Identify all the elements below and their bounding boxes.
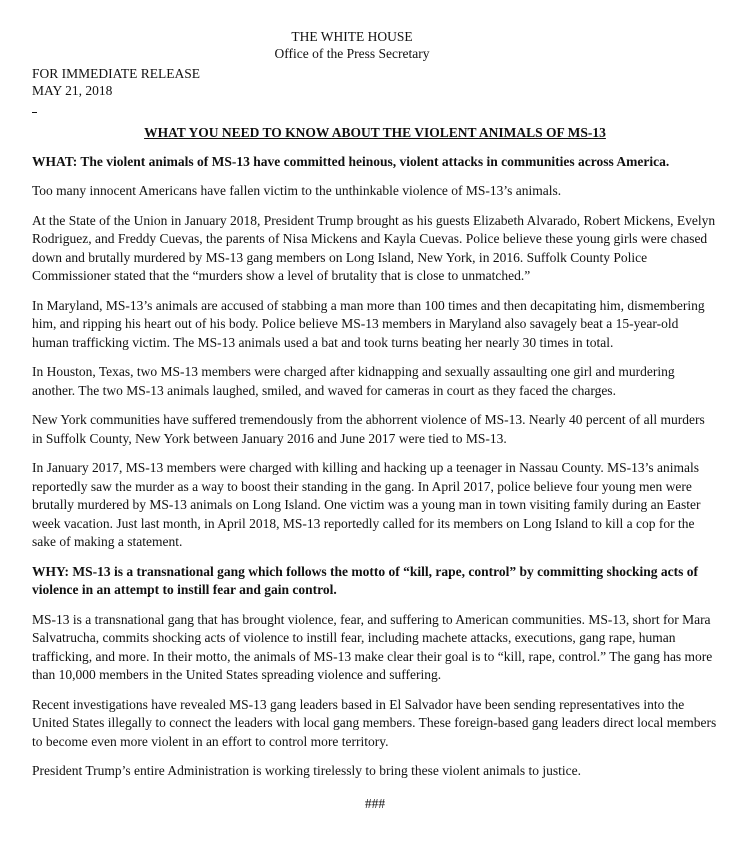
divider-mark bbox=[32, 112, 37, 113]
paragraph: At the State of the Union in January 2018, President Trump brought as his guests Elizabeth Alvarado, Robert Mickens, Evelyn Rodriguez, and Freddy Cuevas, the parents of Nisa Mickens and Kayla Cuevas. Police believe these young girls were chased down and brutally murdered by MS-13 gang members on Long Island, New York, in 2016. Suffolk County Police Commissioner stated that the “murders show a level of brutality that is close to unmatched.” bbox=[32, 212, 716, 283]
office-name: Office of the Press Secretary bbox=[274, 46, 430, 61]
paragraph: In Maryland, MS-13’s animals are accused of stabbing a man more than 100 times and then decapitating him, dismembering him, and ripping his heart out of his body. Police believe MS-13 members in Maryland also savagely beat a 15-year-old human trafficking victim. The MS-13 animals used a bat and took turns beating her nearly 30 times in total. bbox=[32, 297, 705, 350]
section-heading-why: WHY: MS-13 is a transnational gang which follows the motto of “kill, rape, control” by committing shocking acts of violence in an attempt to instill fear and gain control. bbox=[32, 563, 699, 597]
section-heading-what: WHAT: The violent animals of MS-13 have committed heinous, violent attacks in communities across America. bbox=[32, 153, 670, 169]
press-release-document bbox=[32, 28, 718, 813]
release-date: MAY 21, 2018 bbox=[32, 83, 113, 98]
paragraph: New York communities have suffered tremendously from the abhorrent violence of MS-13. Nearly 40 percent of all murders in Suffolk County, New York between January 2016 and June 2017 were tied to MS-13. bbox=[32, 412, 705, 446]
document-body bbox=[32, 153, 718, 781]
document-title: WHAT YOU NEED TO KNOW ABOUT THE VIOLENT ANIMALS OF MS-13 bbox=[144, 125, 606, 140]
release-info bbox=[32, 65, 718, 99]
paragraph: In January 2017, MS-13 members were charged with killing and hacking up a teenager in Nassau County. MS-13’s animals reportedly saw the murder as a way to boost their standing in the gang. In April 2017, police believe four young men were brutally murdered by MS-13 animals on Long Island. One victim was a young man in town visiting family during an Easter week vacation. Just last month, in April 2018, MS-13 reportedly called for its members on Long Island to kill a cop for the sake of making a statement. bbox=[32, 460, 701, 549]
organization-name: THE WHITE HOUSE bbox=[291, 29, 413, 44]
paragraph: In Houston, Texas, two MS-13 members were charged after kidnapping and sexually assaulting one girl and murdering another. The two MS-13 animals laughed, smiled, and waved for cameras in court as they faced the charges. bbox=[32, 364, 675, 398]
paragraph: Too many innocent Americans have fallen victim to the unthinkable violence of MS-13’s animals. bbox=[32, 183, 562, 198]
document-header bbox=[242, 28, 462, 62]
release-label: FOR IMMEDIATE RELEASE bbox=[32, 66, 200, 81]
paragraph: MS-13 is a transnational gang that has brought violence, fear, and suffering to American communities. MS-13, short for Mara Salvatrucha, commits shocking acts of violence to instill fear, including machete attacks, executions, gang rape, human trafficking, and more. In their motto, the animals of MS-13 make clear their goal is to “kill, rape, control.” The gang has more than 10,000 members in the United States spreading violence and suffering. bbox=[32, 611, 713, 682]
paragraph: President Trump’s entire Administration is working tirelessly to bring these violent animals to justice. bbox=[32, 763, 581, 778]
end-mark: ### bbox=[364, 795, 386, 811]
paragraph: Recent investigations have revealed MS-13 gang leaders based in El Salvador have been sending representatives into the United States illegally to connect the leaders with local gang members. These foreign-based gang leaders direct local members to become even more violent in an effort to control more territory. bbox=[32, 696, 717, 749]
